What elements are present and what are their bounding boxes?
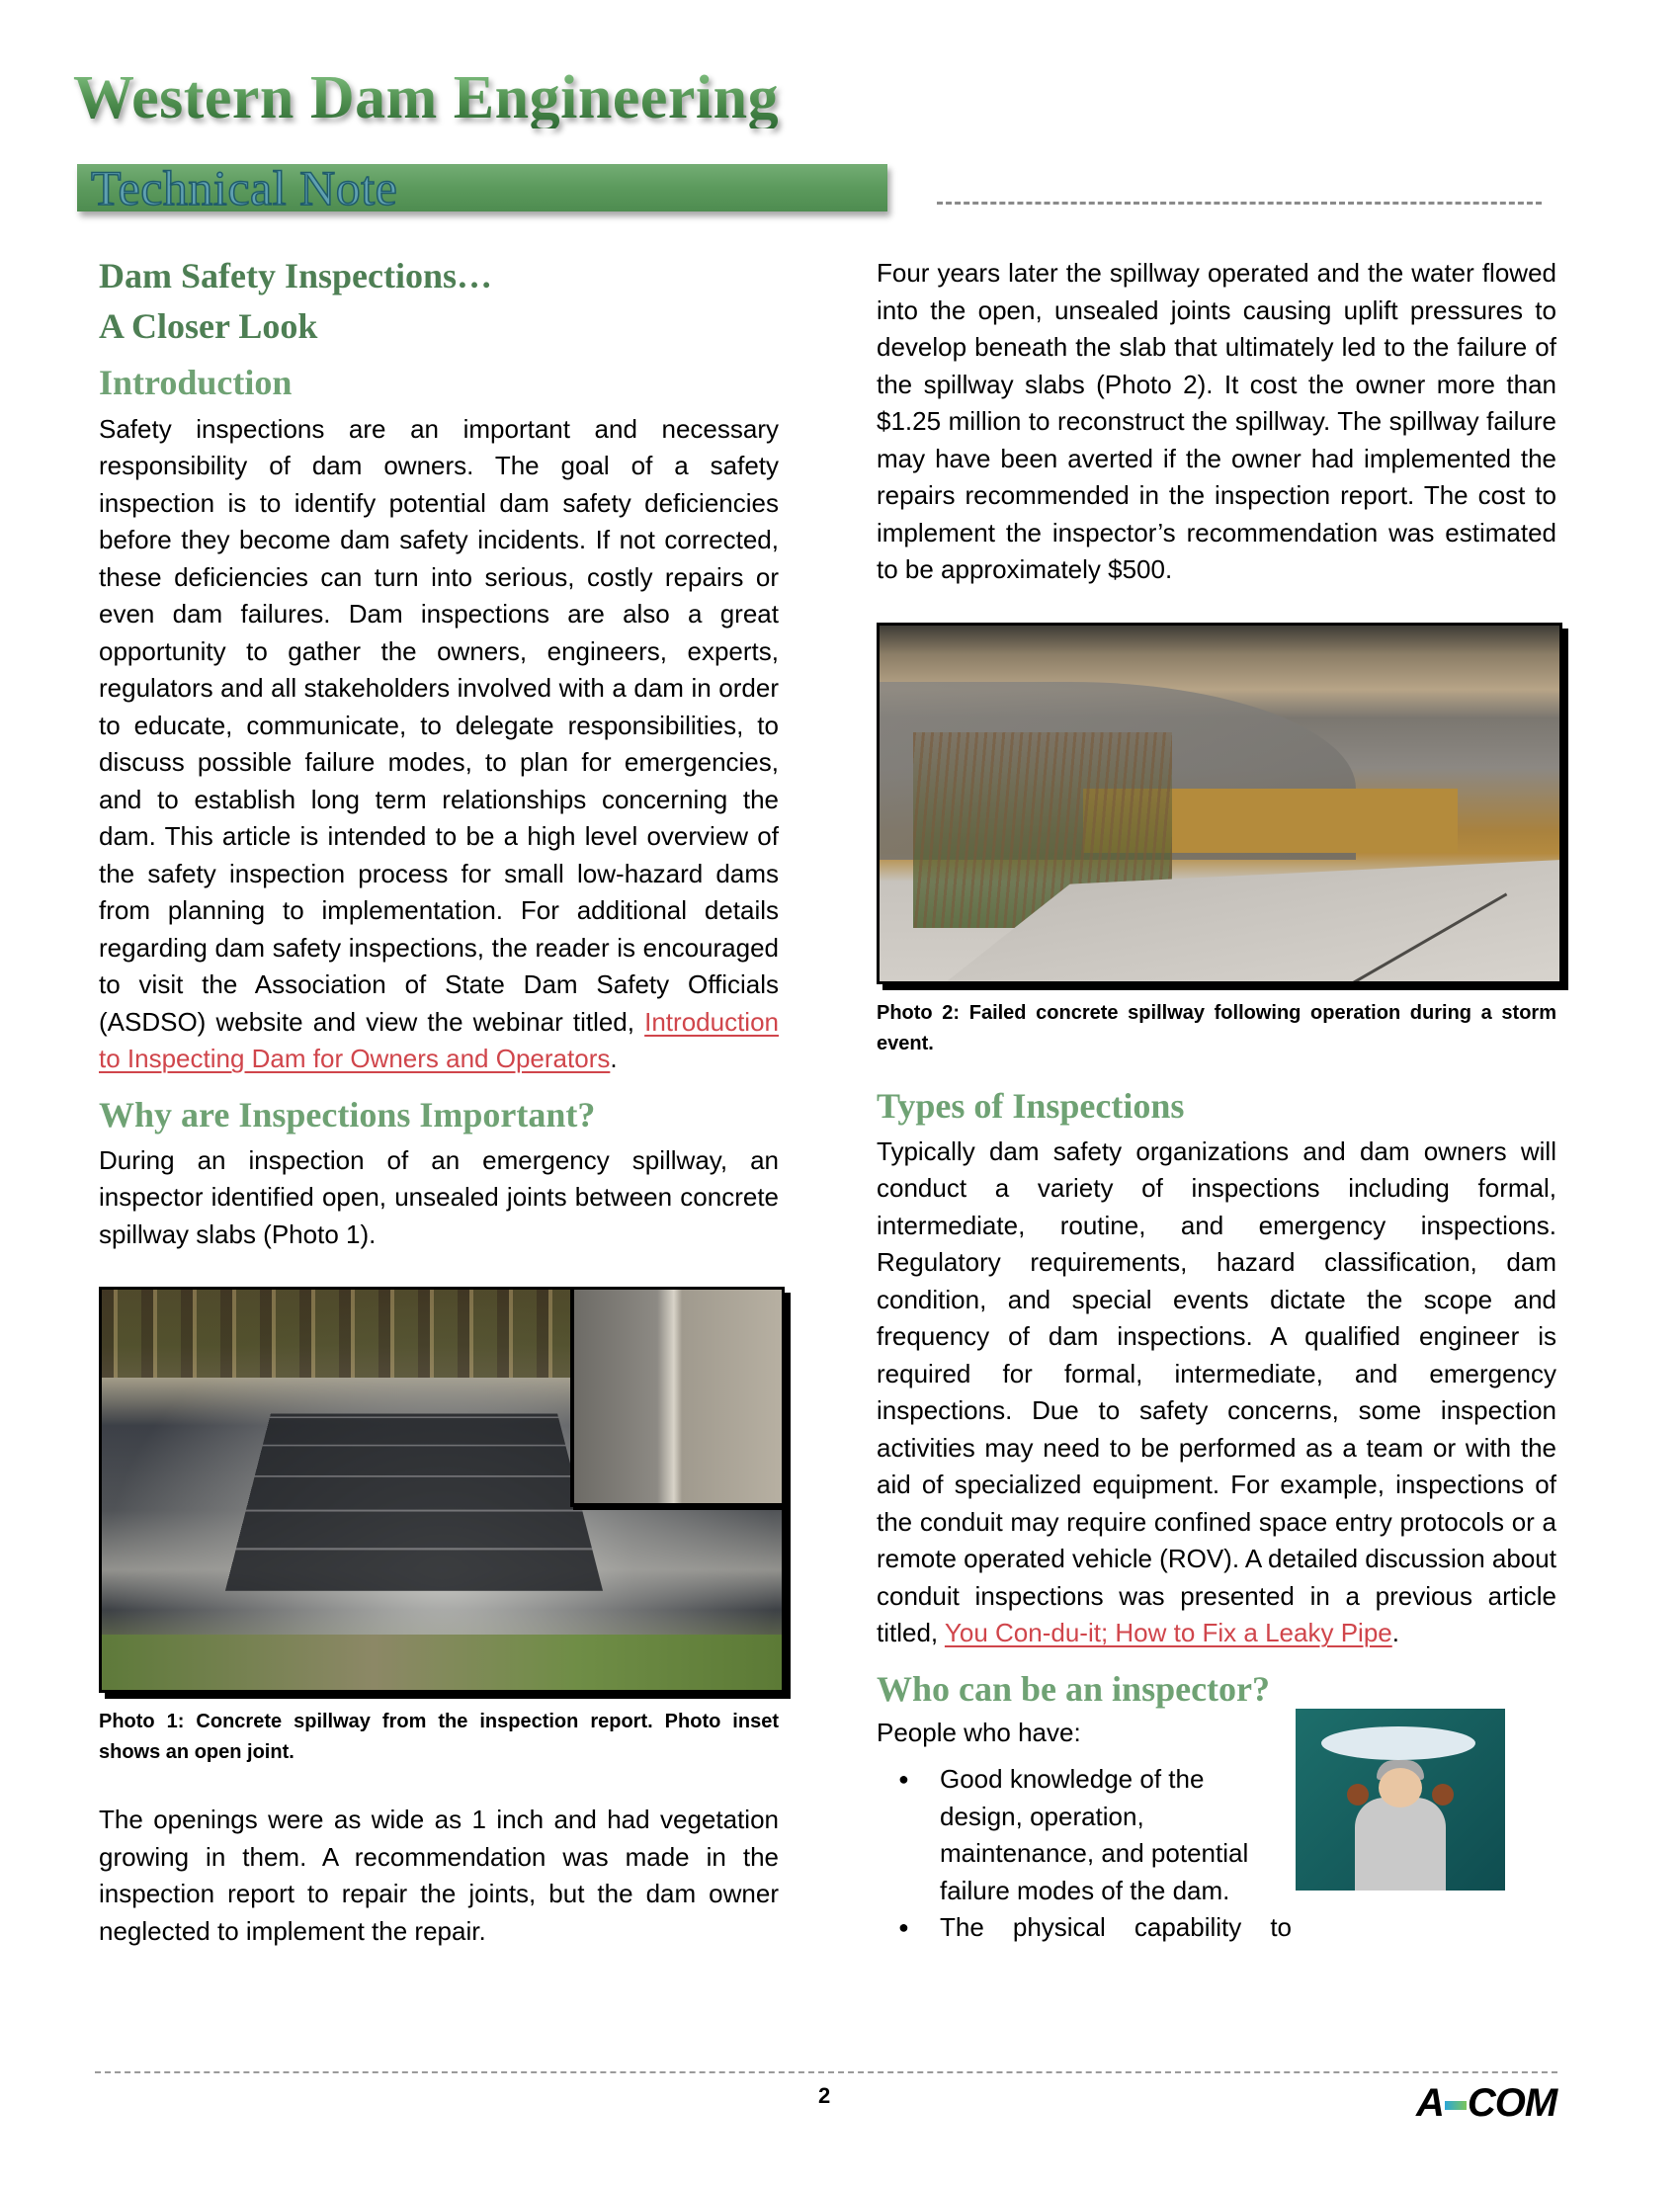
types-end: . bbox=[1391, 1618, 1399, 1648]
photo-1-inset-open-joint bbox=[570, 1290, 782, 1507]
asdso-webinar-link[interactable]: Introduction to Inspecting Dam for Owners and Operators bbox=[99, 1006, 779, 1074]
why-inspections-heading: Why are Inspections Important? bbox=[99, 1094, 596, 1135]
left-glove bbox=[1347, 1784, 1369, 1806]
aecom-logo-com: COM bbox=[1467, 2081, 1557, 2125]
who-intro: People who have: bbox=[877, 1717, 1081, 1747]
trench-coat bbox=[1355, 1798, 1446, 1891]
types-paragraph bbox=[877, 1134, 1556, 1652]
inspector-gadget-illustration bbox=[1296, 1709, 1505, 1891]
photo-2-caption: Photo 2: Failed concrete spillway following operation during a storm event. bbox=[877, 1001, 1556, 1054]
technical-note-banner bbox=[77, 160, 887, 215]
footer-dashed-rule bbox=[95, 2071, 1557, 2073]
article-subtitle: A Closer Look bbox=[99, 306, 318, 347]
aecom-logo-a: A bbox=[1416, 2081, 1444, 2125]
right-glove bbox=[1432, 1784, 1454, 1806]
masthead-title: Western Dam Engineering bbox=[73, 64, 780, 131]
introduction-end: . bbox=[610, 1044, 618, 1074]
left-column bbox=[99, 255, 779, 1950]
who-heading: Who can be an inspector? bbox=[877, 1668, 1271, 1709]
list-item: ● Good knowledge of the design, operation, maintenance, and potential failure modes of the dam. bbox=[877, 1761, 1292, 1909]
openings-paragraph: The openings were as wide as 1 inch and had vegetation growing in them. A recommendation was made in the inspection report to repair the joints, but the dam owner neglected to implement the repair. bbox=[99, 1805, 779, 1946]
introduction-paragraph bbox=[99, 411, 779, 1078]
photo-2-failed-spillway bbox=[877, 623, 1562, 984]
header-dashed-rule bbox=[937, 202, 1542, 205]
list-item: ● The physical capability to bbox=[877, 1909, 1292, 1947]
inspector-qualifications-list bbox=[877, 1761, 1292, 1947]
face bbox=[1379, 1768, 1422, 1807]
helicopter-rotor bbox=[1321, 1726, 1475, 1760]
conduit-article-link[interactable]: You Con-du-it; How to Fix a Leaky Pipe bbox=[944, 1618, 1392, 1648]
introduction-text: Safety inspections are an important and necessary responsibility of dam owners. The goal of a safety inspection is to identify potential dam safety deficiencies before they become dam safety incidents. If not corrected, these deficiencies can turn into serious, costly repairs or even dam failures. Dam inspections are also a great opportunity to gather the owners, engineers, experts, regulators and all stakeholders involved with a dam in order to educate, communicate, to delegate responsibilities, to discuss possible failure modes, to plan for emergencies, and to establish long term relationships concerning the dam. This article is intended to be a high level overview of the safety inspection process for small low-hazard dams from planning to implementation. For additional details regarding dam safety inspections, the reader is encouraged to visit the Association of State Dam Safety Officials (ASDSO) website and view the webinar titled, bbox=[99, 413, 779, 1037]
types-heading: Types of Inspections bbox=[877, 1085, 1185, 1126]
technical-note-label: Technical Note bbox=[91, 160, 398, 215]
photo-1-caption: Photo 1: Concrete spillway from the inspection report. Photo inset shows an open joint. bbox=[99, 1711, 779, 1764]
aecom-logo-e-mark bbox=[1445, 2101, 1467, 2110]
why-inspections-paragraph: During an inspection of an emergency spillway, an inspector identified open, unsealed joints between concrete spillway slabs (Photo 1). bbox=[99, 1144, 779, 1249]
photo-1-grass bbox=[102, 1635, 782, 1691]
aecom-logo bbox=[1416, 2083, 1556, 2123]
photo-1-concrete-slab bbox=[225, 1413, 604, 1591]
photo-1-spillway bbox=[99, 1287, 785, 1693]
introduction-heading: Introduction bbox=[99, 363, 293, 403]
article-title: Dam Safety Inspections… bbox=[99, 256, 493, 295]
types-text: Typically dam safety organizations and dam owners will conduct a variety of inspections including formal, intermediate, routine, and emergency inspections. Regulatory requirements, hazard classification, dam condition, and special events dictate the scope and frequency of dam inspections. A qualified engineer is required for formal, intermediate, and emergency inspections. Due to safety concerns, some inspection activities may need to be performed as a team or with the aid of specialized equipment. For example, inspections of the conduit may require confined space entry protocols or a remote operated vehicle (ROV). A detailed discussion about conduit inspections was presented in a previous article titled, bbox=[877, 1135, 1556, 1648]
right-column bbox=[877, 255, 1556, 1947]
page-number: 2 bbox=[818, 2083, 831, 2108]
four-years-paragraph: Four years later the spillway operated and the water flowed into the open, unsealed joints causing uplift pressures to develop beneath the slab that ultimately led to the failure of the spillway slabs (Photo 2). It cost the owner more than $1.25 million to reconstruct the spillway. The spillway failure may have been averted if the owner had implemented the repairs recommended in the inspection report. The cost to implement the inspector’s recommendation was estimated to be approximately $500. bbox=[877, 258, 1556, 584]
